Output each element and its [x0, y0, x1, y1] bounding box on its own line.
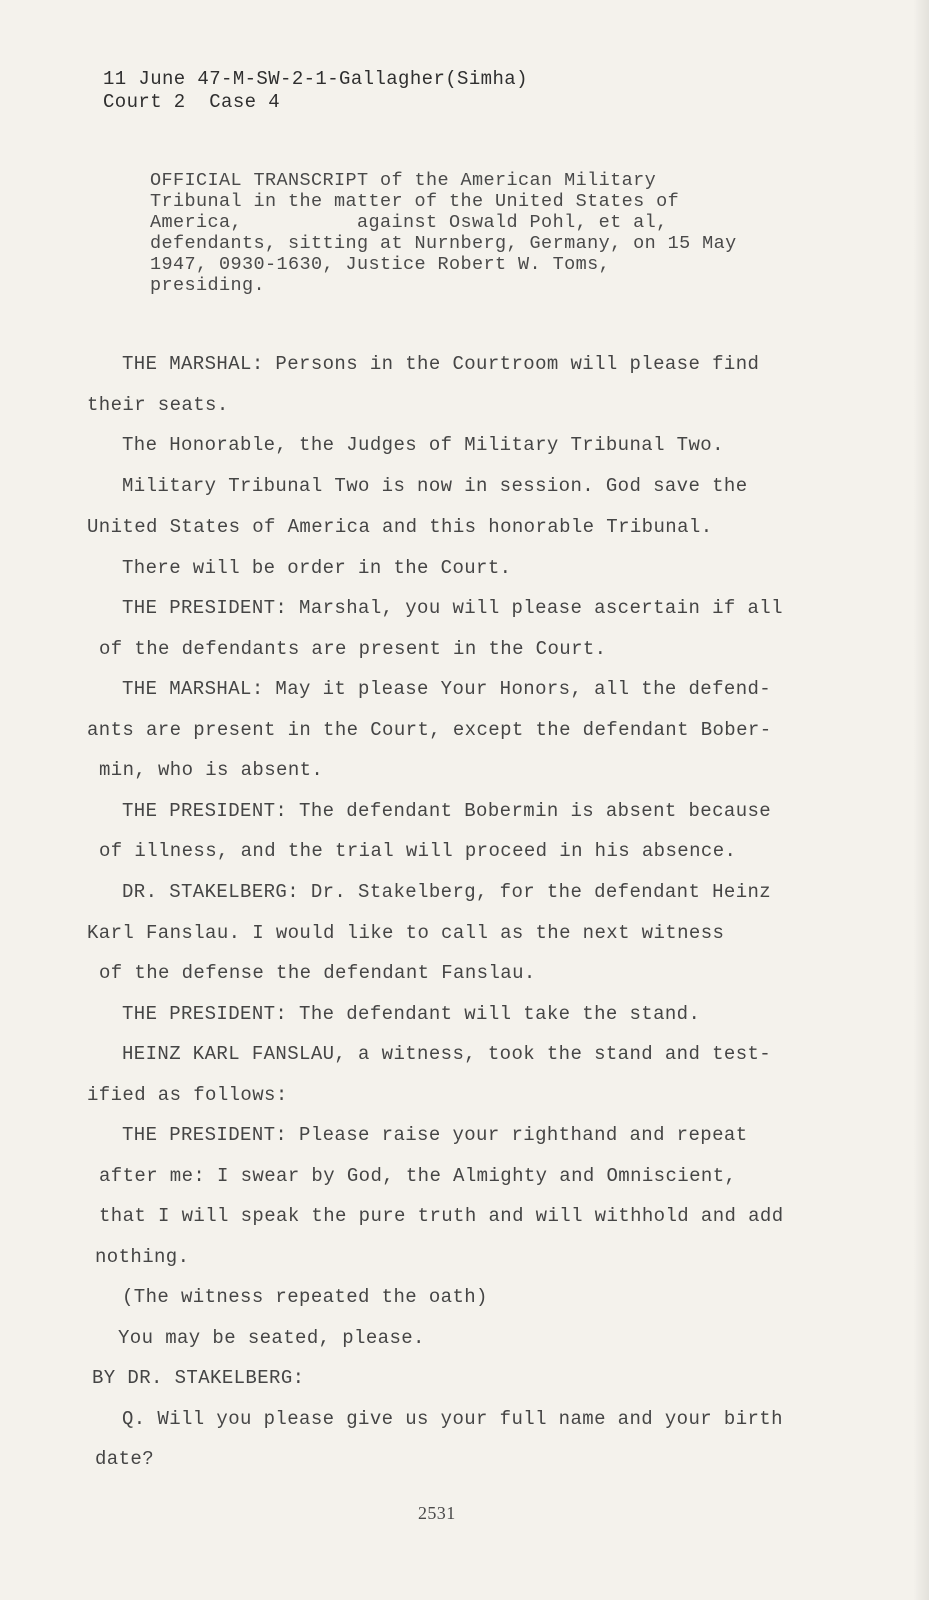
transcript-caption	[150, 170, 737, 296]
body-line: Military Tribunal Two is now in session. God save the	[122, 475, 748, 497]
body-line: date?	[95, 1448, 155, 1470]
caption-line: defendants, sitting at Nurnberg, Germany, on 15 May	[150, 233, 737, 254]
body-line: (The witness repeated the oath)	[122, 1286, 488, 1308]
body-line: You may be seated, please.	[118, 1327, 425, 1349]
body-line: of the defendants are present in the Court.	[99, 638, 607, 660]
caption-line: Tribunal in the matter of the United States of	[150, 191, 680, 212]
body-line: The Honorable, the Judges of Military Tribunal Two.	[122, 434, 724, 456]
caption-line: presiding.	[150, 275, 266, 296]
body-line: Karl Fanslau. I would like to call as the next witness	[87, 922, 725, 944]
caption-line: America, against Oswald Pohl, et al,	[150, 212, 668, 233]
body-line: min, who is absent.	[99, 759, 324, 781]
body-line: their seats.	[87, 394, 229, 416]
body-line: THE PRESIDENT: The defendant Bobermin is absent because	[122, 800, 772, 822]
body-line: There will be order in the Court.	[122, 557, 512, 579]
body-line: THE PRESIDENT: Marshal, you will please ascertain if all	[122, 597, 783, 619]
body-line: ified as follows:	[87, 1084, 288, 1106]
page-number: 2531	[418, 1503, 456, 1523]
body-line: Q. Will you please give us your full name and your birth	[122, 1408, 783, 1430]
body-line: THE MARSHAL: May it please Your Honors, all the defend-	[122, 678, 772, 700]
body-line: BY DR. STAKELBERG:	[92, 1367, 305, 1389]
body-line: THE PRESIDENT: The defendant will take the stand.	[122, 1003, 701, 1025]
header-reference-line: 11 June 47-M-SW-2-1-Gallagher(Simha)	[103, 68, 528, 90]
caption-line: OFFICIAL TRANSCRIPT of the American Military	[150, 170, 657, 191]
body-line: of the defense the defendant Fanslau.	[99, 962, 536, 984]
header-court-line: Court 2 Case 4	[103, 91, 281, 113]
page-edge-shadow	[913, 0, 929, 1600]
body-line: after me: I swear by God, the Almighty and Omniscient,	[99, 1165, 737, 1187]
document-header	[103, 68, 528, 114]
body-line: United States of America and this honorable Tribunal.	[87, 516, 713, 538]
body-line: ants are present in the Court, except the defendant Bober-	[87, 719, 772, 741]
body-line: DR. STAKELBERG: Dr. Stakelberg, for the defendant Heinz	[122, 881, 772, 903]
body-line: THE MARSHAL: Persons in the Courtroom will please find	[122, 353, 760, 375]
body-line: nothing.	[95, 1246, 190, 1268]
body-line: HEINZ KARL FANSLAU, a witness, took the stand and test-	[122, 1043, 772, 1065]
body-line: of illness, and the trial will proceed in his absence.	[99, 840, 737, 862]
body-line: THE PRESIDENT: Please raise your righthand and repeat	[122, 1124, 748, 1146]
body-line: that I will speak the pure truth and will withhold and add	[99, 1205, 784, 1227]
caption-line: 1947, 0930-1630, Justice Robert W. Toms,	[150, 254, 611, 275]
